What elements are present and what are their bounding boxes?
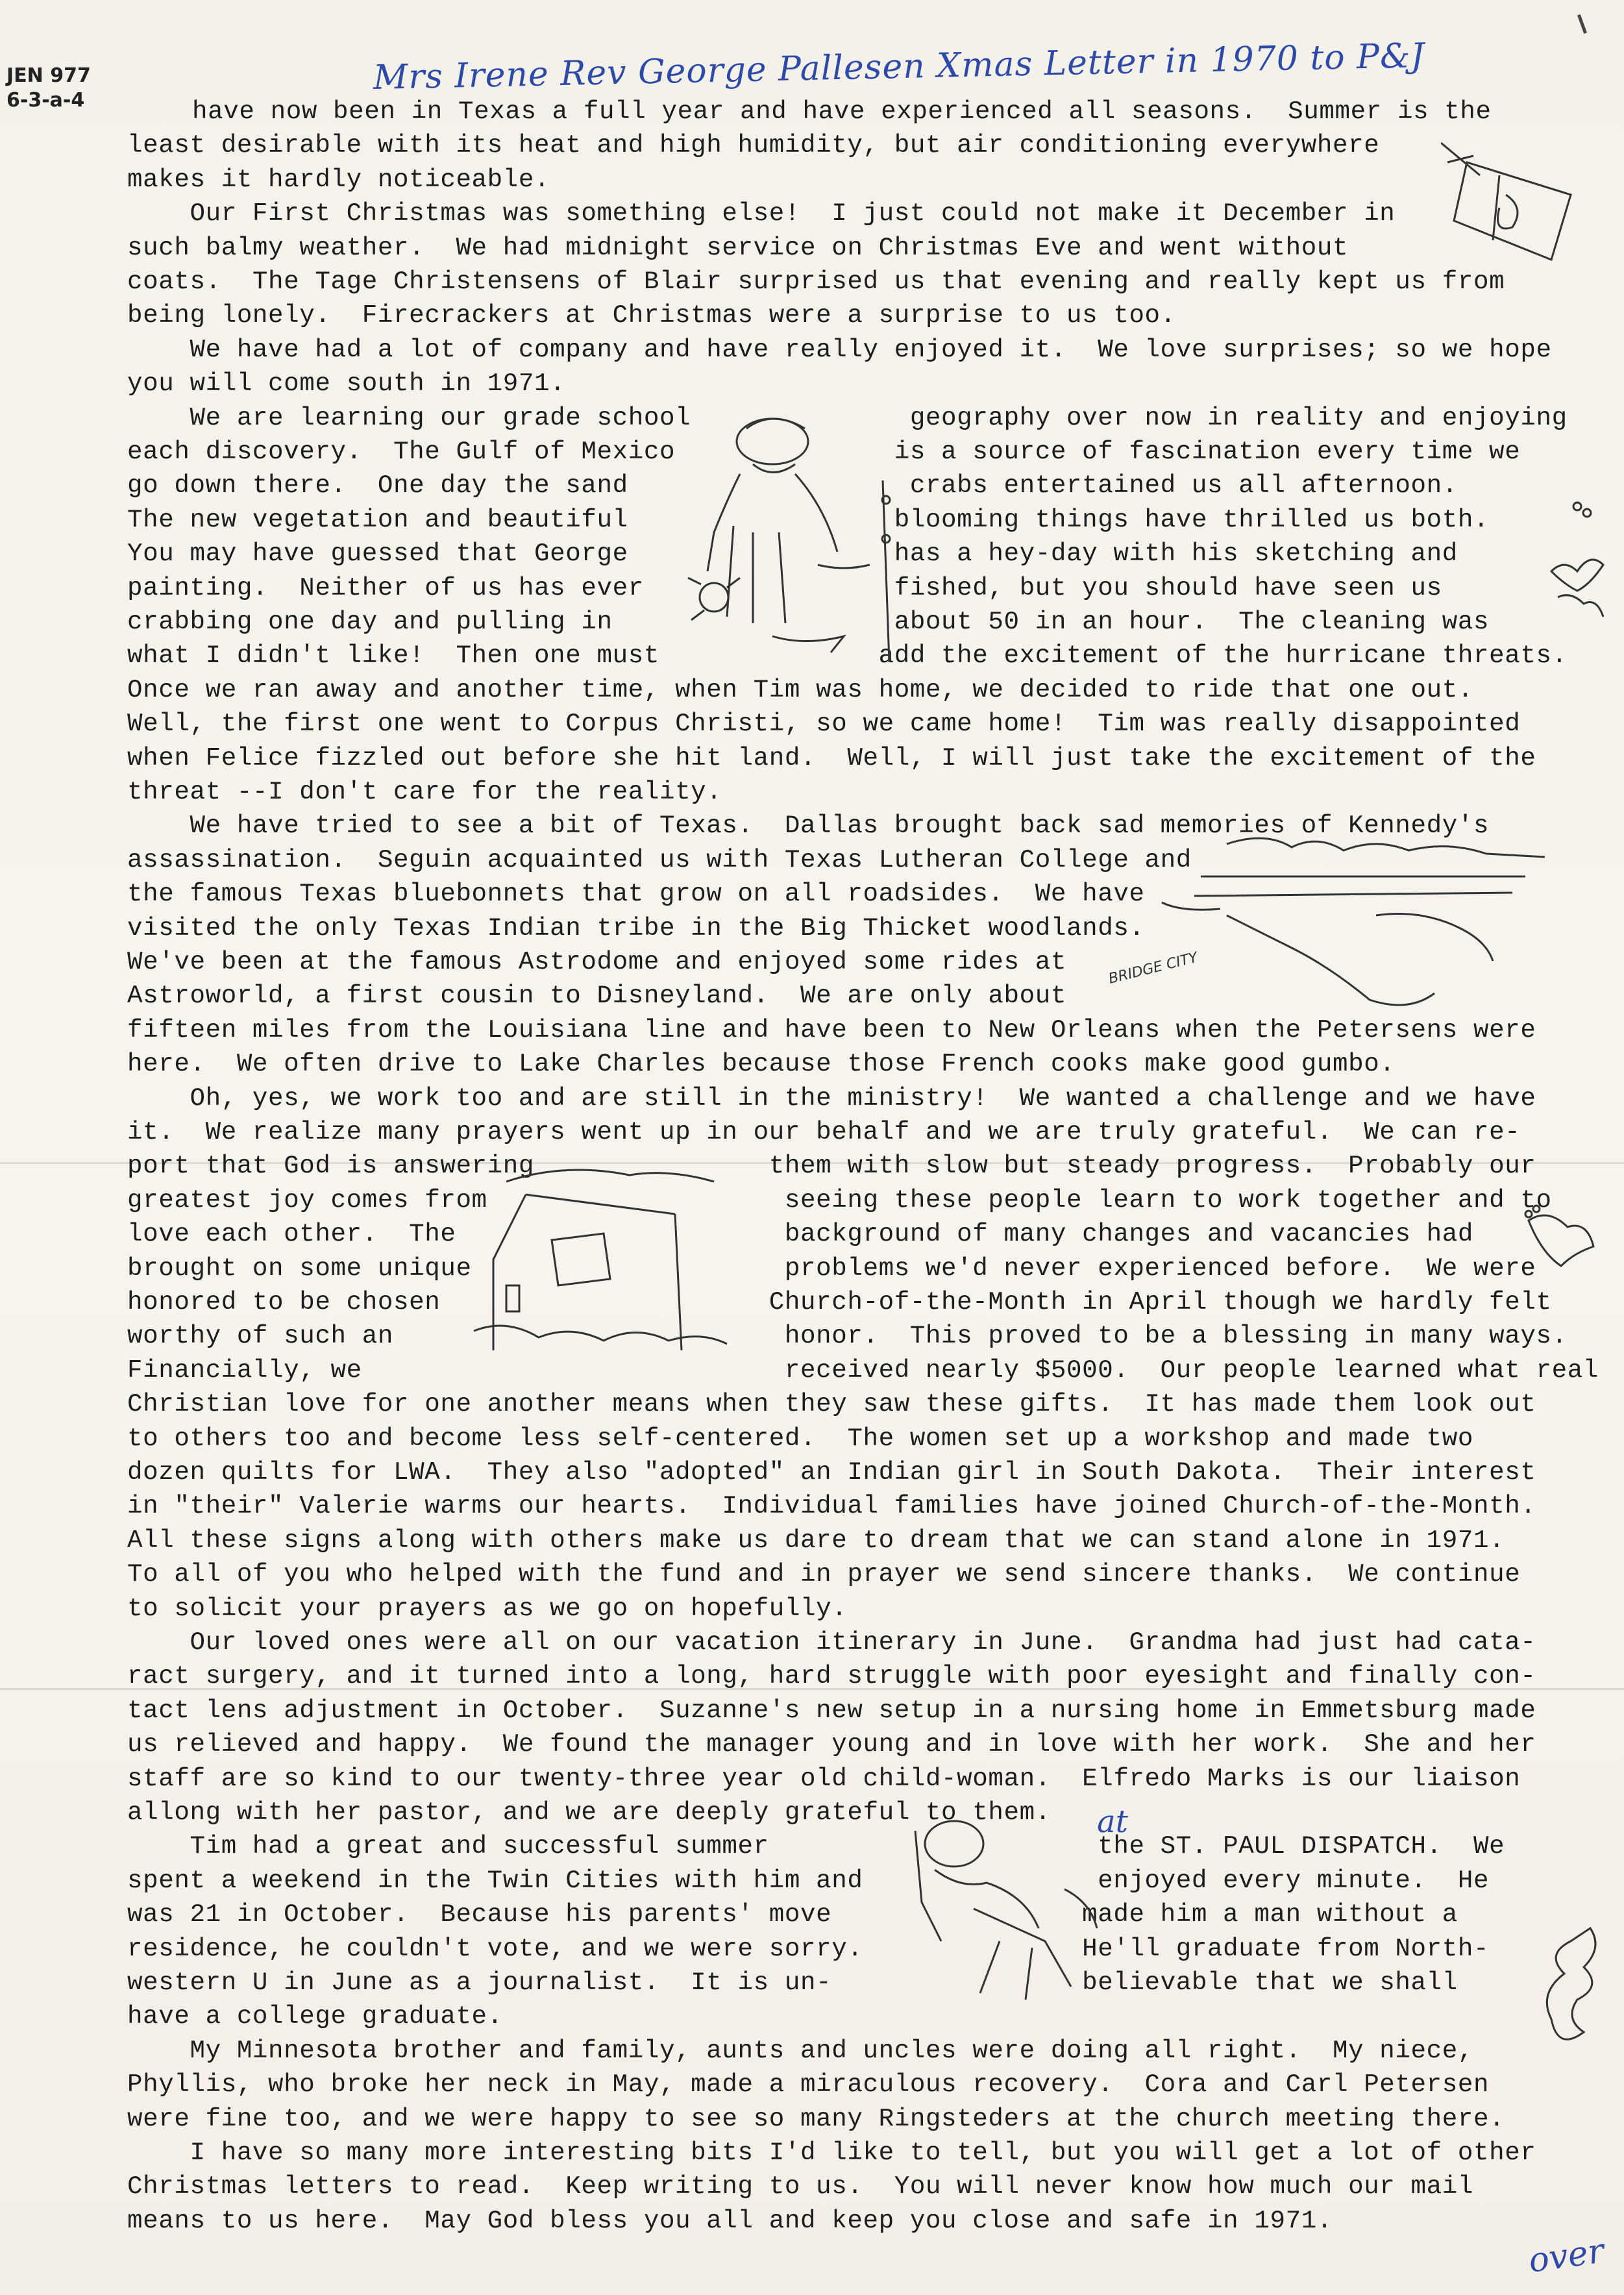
letter-line: staff are so kind to our twenty-three year old child-woman. Elfredo Marks is our liaison [127, 1763, 1521, 1793]
letter-line: fifteen miles from the Louisiana line and have been to New Orleans when the Petersens were [127, 1015, 1536, 1045]
letter-line: dozen quilts for LWA. They also "adopted" an Indian girl in South Dakota. Their interest [127, 1458, 1536, 1487]
letter-line: We have tried to see a bit of Texas. Dallas brought back sad memories of Kennedy's [127, 811, 1490, 841]
letter-line: us relieved and happy. We found the manager young and in love with her work. She and her [127, 1730, 1536, 1759]
letter-line: have a college graduate. [127, 2002, 503, 2031]
letter-line: assassination. Seguin acquainted us with Texas Lutheran College and [127, 845, 1192, 875]
church-sketch [467, 1156, 740, 1363]
letter-line: visited the only Texas Indian tribe in the Big Thicket woodlands. [127, 913, 1145, 943]
letter-line: were fine too, and we were happy to see so many Ringsteders at the church meeting there. [127, 2103, 1505, 2133]
letter-line: The new vegetation and beautiful blooming things have thrilled us both. [127, 504, 1490, 534]
tag-sketch [1441, 136, 1590, 266]
letter-line: was 21 in October. Because his parents' move made him a man without a [127, 1900, 1458, 1929]
letter-line: spent a weekend in the Twin Cities with him and enjoyed every minute. He [127, 1865, 1490, 1895]
letter-line: to solicit your prayers as we go on hopefully. [127, 1593, 848, 1623]
letter-line: coats. The Tage Christensens of Blair surprised us that evening and really kept us from [127, 267, 1505, 296]
letter-line: Christmas letters to read. Keep writing to us. You will never know how much our mail [127, 2172, 1474, 2202]
letter-line: each discovery. The Gulf of Mexico is a source of fascination every time we [127, 437, 1521, 466]
letter-line: greatest joy comes from seeing these people learn to work together and to [127, 1185, 1552, 1215]
letter-line: Well, the first one went to Corpus Christi, so we came home! Tim was really disappointed [127, 709, 1521, 739]
letter-line: go down there. One day the sand crabs entertained us all afternoon. [127, 471, 1458, 501]
handwritten-header: Mrs Irene Rev George Pallesen Xmas Letter in 1970 to P&J [373, 36, 1425, 97]
letter-line: We are learning our grade school geography over now in reality and enjoying [127, 403, 1568, 432]
archive-stamp-line: JEN 977 [6, 64, 91, 87]
letter-line: Once we ran away and another time, when Tim was home, we decided to ride that one out. [127, 675, 1474, 704]
letter-line: here. We often drive to Lake Charles because those French cooks make good gumbo. [127, 1049, 1396, 1079]
letter-line: love each other. The background of many changes and vacancies had [127, 1219, 1474, 1249]
letter-line: I have so many more interesting bits I'd like to tell, but you will get a lot of other [127, 2138, 1536, 2167]
letter-line: worthy of such an honor. This proved to be a blessing in many ways. [127, 1321, 1568, 1351]
letter-line: Tim had a great and successful summer the ST. PAUL DISPATCH. We [127, 1831, 1505, 1861]
letter-line: Our loved ones were all on our vacation itinerary in June. Grandma had just had cata- [127, 1628, 1536, 1657]
letter-line: We have had a lot of company and have really enjoyed it. We love surprises; so we hope [127, 334, 1552, 364]
letter-line: allong with her pastor, and we are deeply grateful to them. [127, 1798, 1051, 1827]
letter-line: it. We realize many prayers went up in our behalf and we are truly grateful. We can re- [127, 1117, 1521, 1147]
letter-line: My Minnesota brother and family, aunts and uncles were doing all right. My niece, [127, 2035, 1474, 2065]
letter-line: residence, he couldn't vote, and we were sorry. He'll graduate from North- [127, 1933, 1490, 1963]
letter-line: when Felice fizzled out before she hit land. Well, I will just take the excitement of the [127, 743, 1536, 773]
letter-line: you will come south in 1971. [127, 369, 566, 399]
letter-line: Astroworld, a first cousin to Disneyland. We are only about [127, 981, 1066, 1011]
letter-line: to others too and become less self-centered. The women set up a workshop and made two [127, 1423, 1474, 1453]
handwritten-over: over [1526, 2231, 1606, 2281]
bridge-city-label: BRIDGE CITY [1107, 949, 1200, 987]
bridge-city-sketch [1097, 831, 1551, 1019]
letter-line: the famous Texas bluebonnets that grow on all roadsides. We have [127, 879, 1145, 909]
letter-line: All these signs along with others make us dare to dream that we can stand alone in 1971. [127, 1525, 1505, 1555]
letter-line: We've been at the famous Astrodome and enjoyed some rides at [127, 947, 1066, 976]
letter-line: least desirable with its heat and high humidity, but air conditioning everywhere [127, 130, 1380, 160]
letter-line: threat --I don't care for the reality. [127, 777, 722, 806]
letter-line: honored to be chosen Church-of-the-Month in April though we hardly felt [127, 1287, 1552, 1317]
letter-line: Financially, we received nearly $5000. Our people learned what real [127, 1355, 1599, 1385]
letter-line: western U in June as a journalist. It is un- believable that we shall [127, 1968, 1458, 1997]
letter-line: Our First Christmas was something else! I just could not make it December in [127, 199, 1396, 229]
letter-line: Phyllis, who broke her neck in May, made a miraculous recovery. Cora and Carl Petersen [127, 2070, 1490, 2100]
holly-icon [1516, 1201, 1600, 1279]
letter-line: in "their" Valerie warms our hearts. Individual families have joined Church-of-the-Month. [127, 1491, 1536, 1521]
letter-line: what I didn't like! Then one must add the excitement of the hurricane threats. [127, 641, 1568, 671]
handwritten-at: at [1097, 1804, 1128, 1840]
letter-line: tact lens adjustment in October. Suzanne's new setup in a nursing home in Emmetsburg made [127, 1695, 1536, 1725]
letter-line: being lonely. Firecrackers at Christmas were a surprise to us too. [127, 301, 1176, 330]
letter-line: makes it hardly noticeable. [127, 164, 550, 194]
letter-line: such balmy weather. We had midnight service on Christmas Eve and went without [127, 232, 1349, 262]
archive-stamp-line: 6-3-a-4 [6, 89, 85, 112]
letter-line: painting. Neither of us has ever fished, but you should have seen us [127, 573, 1442, 602]
archive-stamp [6, 64, 91, 113]
letter-line: Christian love for one another means when they saw these gifts. It has made them look out [127, 1389, 1536, 1419]
writer-sketch [902, 1811, 1116, 2006]
letter-line: Oh, yes, we work too and are still in the ministry! We wanted a challenge and we have [127, 1083, 1536, 1113]
letter-line: ract surgery, and it turned into a long, hard struggle with poor eyesight and finally con- [127, 1661, 1536, 1691]
holly-icon [1538, 1922, 1610, 2071]
letter-line: have now been in Texas a full year and have experienced all seasons. Summer is the [192, 97, 1492, 126]
holly-icon [1538, 493, 1610, 623]
fishing-sketch [675, 403, 948, 675]
letter-line: port that God is answering them with slow but steady progress. Probably our [127, 1151, 1536, 1181]
letter-line: means to us here. May God bless you all and keep you close and safe in 1971. [127, 2205, 1333, 2235]
letter-line: You may have guessed that George has a hey-day with his sketching and [127, 539, 1458, 569]
letter-line: crabbing one day and pulling in about 50 in an hour. The cleaning was [127, 607, 1490, 636]
letter-line: To all of you who helped with the fund and in prayer we send sincere thanks. We continue [127, 1559, 1521, 1589]
letter-line: brought on some unique problems we'd never experienced before. We were [127, 1253, 1536, 1283]
